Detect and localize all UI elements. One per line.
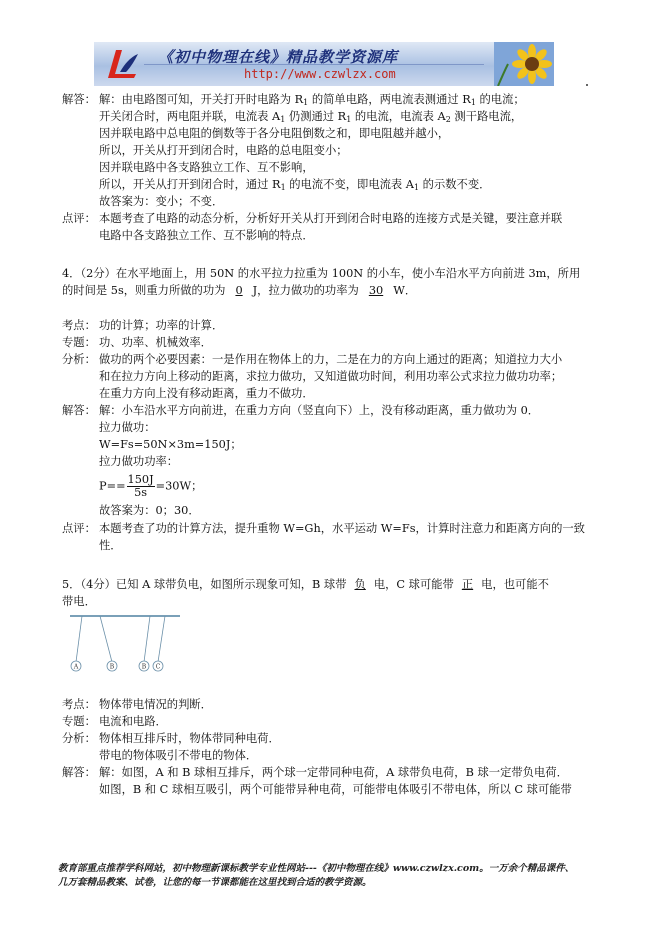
q5-stem-line-2: 带电．	[62, 595, 96, 608]
stray-dot	[586, 84, 588, 86]
q4-jieda-label: 解答：	[62, 404, 96, 417]
q3-jieda-line-5: 因并联电路中各支路独立工作、互不影响，	[99, 161, 314, 174]
q5-zhuanti-label: 专题：	[62, 715, 96, 728]
q3-jieda-line-4: 所以，开关从打开到闭合时，电路的总电阻变小；	[99, 144, 348, 157]
q4-blank-1: 0	[235, 284, 243, 297]
q3-dianping-label: 点评：	[62, 212, 96, 225]
footer-line-1: 教育部重点推荐学科网站，初中物理新课标教学专业性网站---《初中物理在线》www.czwlzx.com。一万余个精品课件、	[58, 863, 575, 874]
footer-line-2: 几万套精品教案、试卷，让您的每一节课都能在这里找到合适的教学资源。	[58, 877, 372, 888]
q3-dianping-line-1: 本题考查了电路的动态分析，分析好开关从打开到闭合时电路的连接方式是关键，要注意并联	[99, 212, 563, 225]
q5-jieda-line-2: 如图，B 和 C 球相互吸引，两个可能带异种电荷，可能带电体吸引不带电体，所以 C 球可能带	[99, 783, 572, 796]
q4-zhuanti: 功、功率、机械效率．	[99, 336, 212, 349]
q5-stem-line-1: 5．（4分）已知 A 球带负电，如图所示现象可知，B 球带 负 电，C 球可能带 正 电，也可能不	[62, 578, 549, 591]
ball-label-c: C	[155, 663, 161, 671]
q5-kaodian: 物体带电情况的判断．	[99, 698, 212, 711]
q4-blank-2: 30	[368, 284, 384, 297]
ball-label-b2: B	[141, 663, 147, 671]
q4-fenxi-label: 分析：	[62, 353, 96, 366]
q4-kaodian-label: 考点：	[62, 319, 96, 332]
q4-stem-line-1: 4．（2分）在水平地面上，用 50N 的水平拉力拉重为 100N 的小车，使小车沿水平方向前进 3m，所用	[62, 267, 581, 280]
q5-zhuanti: 电流和电路．	[99, 715, 167, 728]
site-logo-icon	[102, 44, 142, 84]
q4-fenxi-line-3: 在重力方向上没有移动距离，重力不做功．	[99, 387, 314, 400]
q5-blank-2: 正	[461, 578, 474, 591]
q4-fenxi-line-2: 和在拉力方向上移动的距离，求拉力做功，又知道做功时间，利用功率公式求拉力做功功率；	[99, 370, 563, 383]
charged-balls-figure	[70, 614, 190, 674]
q4-dianping-line-2: 性．	[99, 539, 122, 552]
q3-jieda-line-3: 因并联电路中总电阻的倒数等于各分电阻倒数之和，即电阻越并越小，	[99, 127, 450, 140]
ball-label-a: A	[73, 663, 79, 671]
q3-jieda-line-1: 解：由电路图可知，开关打开时电路为 $R_1$ 的简单电路，两电流表测通过 $R_1$ 的电流；	[99, 93, 525, 107]
q4-answer: 故答案为：0；30．	[99, 504, 200, 517]
q5-blank-1: 负	[354, 578, 366, 591]
q3-jieda-label: 解答：	[62, 93, 96, 106]
q3-jieda-line-6: 所以，开关从打开到闭合时，通过 $R_1$ 的电流不变，即电流表 $A_1$ 的示数不变．	[99, 178, 491, 192]
sunflower-icon	[494, 42, 554, 86]
q4-zhuanti-label: 专题：	[62, 336, 96, 349]
thread-b2	[144, 616, 150, 662]
banner-title: 《初中物理在线》精品教学资源库	[158, 48, 399, 66]
q4-dianping-line-1: 本题考查了功的计算方法，提升重物 W=Gh，水平运动 W=Fs，计算时注意力和距离方向的一致	[99, 522, 585, 535]
q4-kaodian: 功的计算；功率的计算．	[99, 319, 224, 332]
thread-c	[158, 616, 165, 662]
q4-jieda-line-2: 拉力做功：	[99, 421, 156, 434]
formula-fraction: $\frac{150J}{5s}$	[127, 473, 154, 499]
q3-jieda-line-2: 开关闭合时，两电阻并联，电流表 $A_1$ 仍测通过 $R_1$ 的电流，电流表 $A_2$ 测干路电流，	[99, 110, 523, 124]
q4-dianping-label: 点评：	[62, 522, 96, 535]
q4-fenxi-line-1: 做功的两个必要因素：一是作用在物体上的力，二是在力的方向上通过的距离；知道拉力大小	[99, 353, 563, 366]
q3-dianping-line-2: 电路中各支路独立工作、互不影响的特点．	[99, 229, 314, 242]
q4-stem-line-2: 的时间是 5s，则重力所做的功为 0 J，拉力做功的功率为 30 W．	[62, 284, 417, 297]
q5-fenxi-label: 分析：	[62, 732, 96, 745]
header-banner	[94, 42, 554, 86]
q4-power-formula: P== $\frac{150J}{5s}$ =30W；	[99, 473, 203, 499]
q4-jieda-line-3: W=Fs=50N×3m=150J；	[99, 438, 242, 451]
q5-fenxi-line-1: 物体相互排斥时，物体带同种电荷．	[99, 732, 280, 745]
banner-url[interactable]: http://www.czwlzx.com	[244, 67, 396, 81]
q5-jieda-label: 解答：	[62, 766, 96, 779]
q3-answer: 故答案为：变小；不变．	[99, 195, 224, 208]
q5-fenxi-line-2: 带电的物体吸引不带电的物体．	[99, 749, 258, 762]
ball-label-b1: B	[109, 663, 115, 671]
q5-jieda-line-1: 解：如图，A 和 B 球相互排斥，两个球一定带同种电荷，A 球带负电荷，B 球一定带负电荷．	[99, 766, 568, 779]
q5-kaodian-label: 考点：	[62, 698, 96, 711]
thread-b1	[100, 616, 112, 662]
q4-jieda-line-1: 解：小车沿水平方向前进，在重力方向（竖直向下）上，没有移动距离，重力做功为 0．	[99, 404, 540, 417]
thread-a	[76, 616, 82, 662]
q4-jieda-line-4: 拉力做功功率：	[99, 455, 179, 468]
